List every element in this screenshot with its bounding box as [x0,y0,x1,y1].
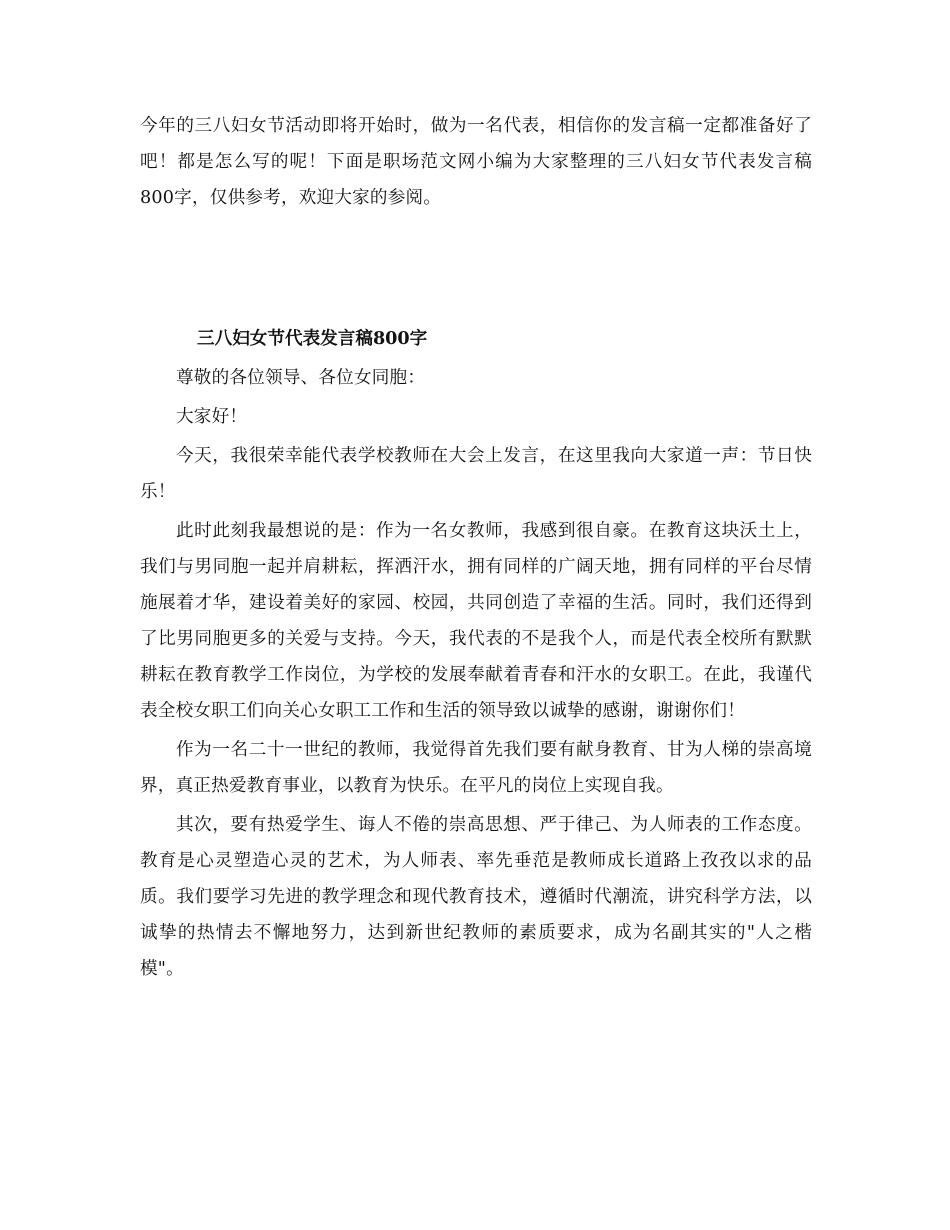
body-paragraph: 作为一名二十一世纪的教师，我觉得首先我们要有献身教育、甘为人梯的崇高境界，真正热爱教育事业，以教育为快乐。在平凡的岗位上实现自我。 [140,740,812,796]
body-paragraph: 今天，我很荣幸能代表学校教师在大会上发言，在这里我向大家道一声：节日快乐！ [140,446,812,502]
body-paragraph: 其次，要有热爱学生、诲人不倦的崇高思想、严于律己、为人师表的工作态度。教育是心灵塑造心灵的艺术，为人师表、率先垂范是教师成长道路上孜孜以求的品质。我们要学习先进的教学理念和现代教育技术，遵循时代潮流，讲究科学方法，以诚挚的热情去不懈地努力，达到新世纪教师的素质要求，成为名副其实的"人之楷模"。 [140,815,812,979]
body-paragraph: 此时此刻我最想说的是：作为一名女教师，我感到很自豪。在教育这块沃土上，我们与男同胞一起并肩耕耘，挥洒汗水，拥有同样的广阔天地，拥有同样的平台尽情施展着才华，建设着美好的家园、校园，共同创造了幸福的生活。同时，我们还得到了比男同胞更多的关爱与支持。今天，我代表的不是我个人，而是代表全校所有默默耕耘在教育教学工作岗位，为学校的发展奉献着青春和汗水的女职工。在此，我谨代表全校女职工们向关心女职工工作和生活的领导致以诚挚的感谢，谢谢你们！ [140,521,812,721]
article [140,321,812,987]
salutation: 尊敬的各位领导、各位女同胞： [176,368,426,388]
article-title: 三八妇女节代表发言稿800字 [197,328,428,349]
intro-paragraph: 今年的三八妇女节活动即将开始时，做为一名代表，相信你的发言稿一定都准备好了吧！都是怎么写的呢！下面是职场范文网小编为大家整理的三八妇女节代表发言稿800字，仅供参考，欢迎大家的参阅。 [140,116,812,208]
greeting: 大家好！ [176,407,248,427]
